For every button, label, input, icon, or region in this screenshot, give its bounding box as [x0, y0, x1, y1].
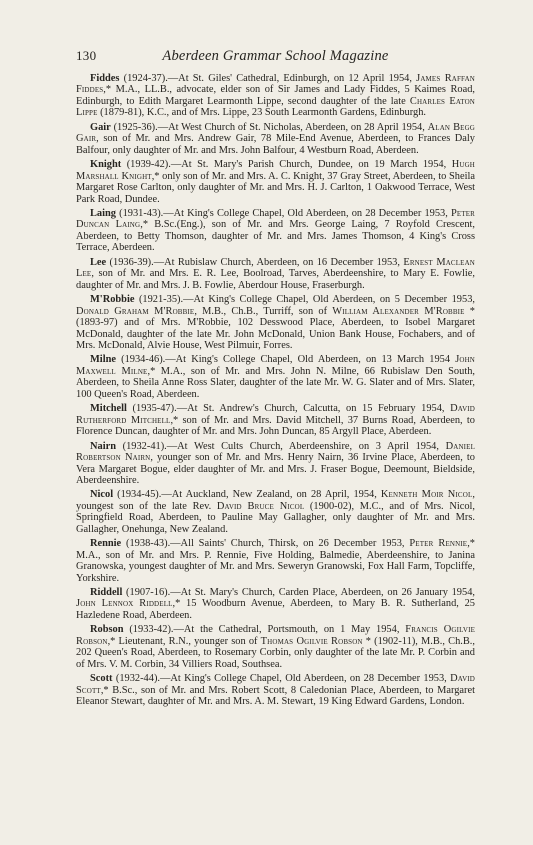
entry-surname: Scott: [90, 673, 113, 685]
entry-surname: Rennie: [90, 538, 122, 550]
entry-text: , son of Mr. and Mrs. E. R. Lee, Boolroad, Tarves, Aberdeenshire, to Mary E. Fowlie, daughter of Mr. and Mrs. J. B. Fowlie, Aberdour House, Fraserburgh.: [76, 268, 475, 291]
marriage-entry: [76, 624, 475, 670]
entry-surname: Mitchell: [90, 403, 127, 415]
entry-text: (1907-16).—At St. Mary's Church, Carden Place, Aberdeen, on 26 January 1954,: [122, 587, 475, 599]
marriage-entry: [76, 673, 475, 707]
entry-text: (1934-45).—At Auckland, New Zealand, on 28 April, 1954,: [113, 489, 381, 501]
entry-text: ,* 15 Woodburn Avenue, Aberdeen, to Mary B. R. Sutherland, 25 Hazledene Road, Aberdeen.: [76, 598, 475, 621]
entry-text: (1934-46).—At King's College Chapel, Old Aberdeen, on 13 March 1954: [115, 354, 456, 366]
entry-text: (1933-42).—At the Cathedral, Portsmouth, on 1 May 1954,: [123, 624, 406, 636]
marriage-entry: [76, 208, 475, 254]
marriage-entry: [76, 538, 475, 584]
entry-surname: Nairn: [90, 440, 116, 452]
entry-text: (1931-43).—At King's College Chapel, Old Aberdeen, on 28 December 1953,: [116, 207, 451, 219]
entry-person-name: John Lennox Riddell: [76, 598, 173, 610]
entry-surname: Fiddes: [90, 73, 120, 84]
entry-text: , son of Mr. and Mrs. Andrew Gair, 78 Mile-End Avenue, Aberdeen, to Frances Daly Balfour, only daughter of Mr. and Mrs. John Balfour, 4 Westburn Road, Aberdeen.: [76, 133, 475, 156]
entry-text: ,* only son of Mr. and Mrs. A. C. Knight, 37 Gray Street, Aberdeen, to Sheila Margaret Rose Carlton, only daughter of Mr. and Mrs. H. J. Carlton, 1 Oakwood Terrace, West Park Road, Dundee.: [76, 170, 475, 205]
entry-person-name: David Rutherford Mitchell: [76, 403, 475, 426]
entry-text: ,* M.A., son of Mr. and Mrs. John N. Milne, 66 Rubislaw Den South, Aberdeen, to Sheila Anne Ross Slater, daughter of the late Mr. W. G. Slater and of Mrs. Slater, 100 Queen's Road, Aberdeen.: [76, 365, 475, 400]
marriage-entry: [76, 122, 475, 156]
page-header: [76, 48, 475, 68]
page-number: 130: [76, 48, 97, 63]
marriage-entry: [76, 294, 475, 351]
marriage-entry: [76, 159, 475, 205]
entry-text: * (1893-97) and of Mrs. M'Robbie, 102 Desswood Place, Aberdeen, to Isobel Margaret McDonald, daughter of the late Mr. John McDonald, Union Bank House, Fochabers, and of Mrs. McDonald, Alvie House, West Pilmuir, Forres.: [76, 305, 476, 351]
entry-person-name: Alan Begg Gair: [76, 121, 475, 145]
entry-text: (1932-44).—At King's College Chapel, Old Aberdeen, on 28 December 1953,: [112, 673, 451, 685]
entry-text: ,* B.Sc., son of Mr. and Mrs. Robert Scott, 8 Caledonian Place, Aberdeen, to Margaret Eleanor Stewart, daughter of Mr. and Mrs. A. M. Stewart, 19 King Edward Gardens, London.: [76, 684, 475, 708]
entry-person-name: Donald Graham M'Robbie: [76, 305, 195, 317]
entry-person-name: Charles Eaton Lippe: [76, 95, 475, 119]
entry-surname: Knight: [90, 159, 122, 171]
entry-text: (1932-41).—At West Cults Church, Aberdeenshire, on 3 April 1954,: [115, 440, 446, 452]
entry-person-name: Hugh Marshall Knight: [76, 159, 475, 182]
entry-text: , younger son of Mr. and Mrs. Henry Nairn, 36 Irvine Place, Aberdeen, to Vera Margaret Bogue, elder daughter of Mr. and Mrs. J. Fraser Bogue, Deemount, Bieldside, Aberdeenshire.: [76, 452, 475, 486]
entry-text: (1924-37).—At St. Giles' Cathedral, Edinburgh, on 12 April 1954,: [119, 73, 417, 84]
entry-text: ,* M.A., son of Mr. and Mrs. P. Rennie, Five Holding, Balmedie, Aberdeenshire, to Janina Granowska, youngest daughter of Mr. and Mrs. Seweryn Granowski, Fox Hall Farm, Topcliffe, Yorkshire.: [76, 538, 475, 584]
entry-surname: Gair: [90, 121, 111, 133]
entry-text: (1939-42).—At St. Mary's Parish Church, Dundee, on 19 March 1954,: [121, 159, 452, 171]
marriage-entries-list: [76, 73, 475, 711]
entry-surname: Robson: [90, 624, 124, 636]
entry-person-name: James Raffan Fiddes: [76, 73, 475, 96]
entry-person-name: Thomas Ogilvie Robson: [260, 635, 363, 647]
entry-text: (1925-36).—At West Church of St. Nicholas, Aberdeen, on 28 April 1954,: [110, 121, 428, 133]
entry-text: ,* M.A., LL.B., advocate, elder son of Sir James and Lady Fiddes, 5 Kaimes Road, Edinburgh, to Edith Margaret Learmonth Lippe, second daughter of the late: [76, 84, 475, 107]
entry-surname: Lee: [90, 256, 107, 268]
marriage-entry: [76, 441, 475, 487]
entry-person-name: Ernest Maclean Lee: [76, 256, 475, 280]
entry-text: (1938-43).—All Saints' Church, Thirsk, on 26 December 1953,: [121, 538, 410, 550]
entry-person-name: John Maxwell Milne: [76, 354, 475, 377]
entry-person-name: Peter Duncan Laing: [76, 207, 475, 231]
entry-surname: Milne: [90, 354, 116, 366]
entry-person-name: David Bruce Nicol: [216, 500, 305, 512]
entry-text: (1921-35).—At King's College Chapel, Old Aberdeen, on 5 December 1953,: [134, 294, 475, 306]
entry-text: (1879-81), K.C., and of Mrs. Lippe, 23 South Learmonth Gardens, Edinburgh.: [97, 107, 427, 119]
entry-text: , youngest son of the late Rev.: [76, 489, 475, 512]
entry-text: (1935-47).—At St. Andrew's Church, Calcutta, on 15 February 1954,: [126, 403, 451, 415]
entry-text: , M.B., Ch.B., Turriff, son of: [194, 305, 333, 317]
entry-text: ,* B.Sc.(Eng.), son of Mr. and Mrs. George Laing, 7 Royfold Crescent, Aberdeen, to Betty Thomson, daughter of Mr. and Mrs. James Thomson, 4 King's Cross Terrace, Aberdeen.: [76, 219, 476, 254]
entry-person-name: Francis Ogilvie Robson: [76, 624, 475, 647]
entry-text: ,* Lieutenant, R.N., younger son of: [107, 635, 261, 647]
entry-text: (1936-39).—At Rubislaw Church, Aberdeen, on 16 December 1953,: [106, 256, 404, 268]
entry-text: ,* son of Mr. and Mrs. David Mitchell, 37 Burns Road, Aberdeen, to Florence Duncan, daughter of Mr. and Mrs. John Duncan, 85 Argyll Place, Aberdeen.: [76, 414, 475, 438]
entry-text: * (1902-11), M.B., Ch.B., 202 Queen's Road, Aberdeen, to Rosemary Corbin, only daughter of the late Mr. P. Corbin and of Mrs. V. M. Corbin, 34 Villiers Road, Southsea.: [76, 635, 475, 670]
entry-person-name: Kenneth Moir Nicol: [380, 489, 473, 501]
marriage-entry: [76, 354, 475, 400]
running-title: Aberdeen Grammar School Magazine: [162, 48, 389, 64]
entry-person-name: Peter Rennie: [409, 538, 468, 550]
entry-person-name: David Scott: [76, 673, 475, 696]
marriage-entry: [76, 587, 475, 621]
entry-surname: Nicol: [90, 489, 114, 501]
entry-person-name: Daniel Robertson Nairn: [76, 440, 475, 464]
entry-surname: Riddell: [90, 587, 123, 599]
entry-surname: M'Robbie: [90, 294, 135, 306]
entry-surname: Laing: [90, 207, 116, 219]
marriage-entry: [76, 403, 475, 437]
entry-person-name: William Alexander M'Robbie: [332, 305, 465, 317]
marriage-entry: [76, 489, 475, 535]
marriage-entry: [76, 257, 475, 291]
marriage-entry: [76, 73, 475, 119]
entry-text: (1900-02), M.C., and of Mrs. Nicol, Springfield Road, Aberdeen, to Pauline May Gallagher, only daughter of Mr. and Mrs. Gallagher, Onehunga, New Zealand.: [76, 500, 475, 535]
